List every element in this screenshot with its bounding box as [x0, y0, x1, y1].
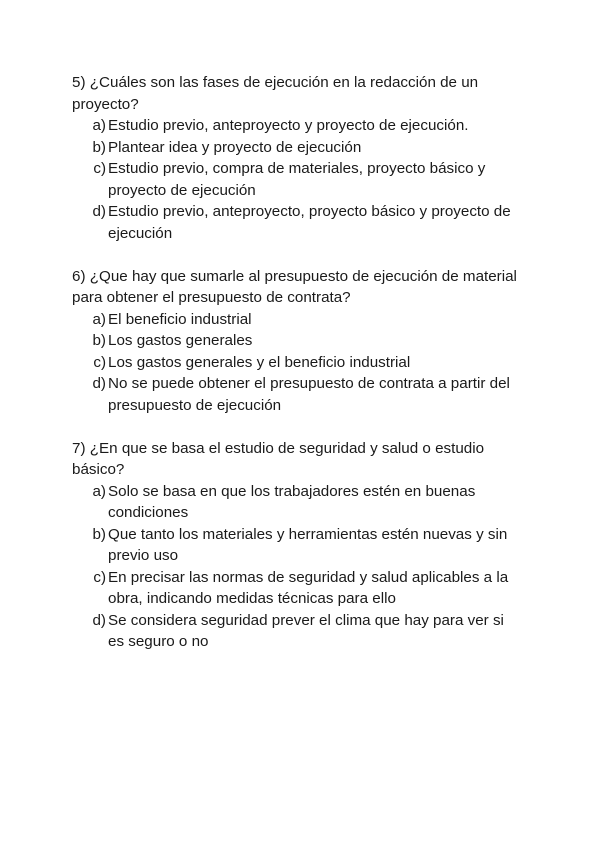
option-d	[72, 610, 520, 653]
option-a	[72, 115, 520, 137]
option-text: Los gastos generales	[108, 332, 253, 349]
option-text: Solo se basa en que los trabajadores estén en buenas condiciones	[108, 482, 476, 521]
question-number: 6)	[72, 267, 86, 285]
option-text: Estudio previo, compra de materiales, proyecto básico y proyecto de ejecución	[108, 160, 486, 199]
option-letter: b)	[92, 332, 106, 349]
options-list	[72, 481, 520, 653]
option-letter: c)	[93, 353, 106, 371]
option-letter: a)	[92, 117, 106, 134]
option-d	[72, 201, 520, 244]
option-a	[72, 309, 520, 331]
question-text: ¿Cuáles son las fases de ejecución en la redacción de un proyecto?	[72, 74, 479, 113]
question-text: ¿Que hay que sumarle al presupuesto de ejecución de material para obtener el presupuesto de contrata?	[72, 267, 517, 306]
option-letter: d)	[92, 203, 106, 220]
option-text: Estudio previo, anteproyecto y proyecto de ejecución.	[108, 117, 469, 134]
option-text: En precisar las normas de seguridad y salud aplicables a la obra, indicando medidas técnicas para ello	[108, 568, 509, 607]
option-text: Que tanto los materiales y herramientas estén nuevas y sin previo uso	[108, 525, 508, 564]
option-c	[72, 352, 520, 374]
option-letter: a)	[92, 482, 106, 500]
option-text: No se puede obtener el presupuesto de contrata a partir del presupuesto de ejecución	[108, 375, 510, 414]
question-6	[72, 266, 520, 417]
question-text: ¿En que se basa el estudio de seguridad y salud o estudio básico?	[72, 439, 485, 478]
question-7	[72, 438, 520, 653]
option-text: Plantear idea y proyecto de ejecución	[108, 138, 362, 156]
option-b	[72, 137, 520, 159]
option-letter: c)	[93, 160, 106, 177]
option-a	[72, 481, 520, 524]
option-text: Estudio previo, anteproyecto, proyecto básico y proyecto de ejecución	[108, 203, 511, 242]
question-stem	[72, 72, 520, 115]
question-5	[72, 72, 520, 244]
option-text: Los gastos generales y el beneficio industrial	[108, 353, 411, 371]
option-letter: d)	[92, 375, 106, 392]
option-letter: b)	[92, 138, 106, 156]
question-number: 5)	[72, 74, 86, 91]
option-letter: c)	[93, 568, 106, 586]
option-b	[72, 524, 520, 567]
option-letter: d)	[92, 611, 106, 629]
option-text: El beneficio industrial	[108, 310, 252, 328]
option-letter: a)	[92, 310, 106, 328]
option-d	[72, 373, 520, 416]
question-stem	[72, 438, 520, 481]
question-number: 7)	[72, 439, 86, 457]
option-b	[72, 330, 520, 352]
option-letter: b)	[92, 525, 106, 543]
options-list	[72, 309, 520, 417]
option-c	[72, 158, 520, 201]
option-text: Se considera seguridad prever el clima que hay para ver si es seguro o no	[108, 611, 504, 650]
options-list	[72, 115, 520, 244]
question-stem	[72, 266, 520, 309]
option-c	[72, 567, 520, 610]
